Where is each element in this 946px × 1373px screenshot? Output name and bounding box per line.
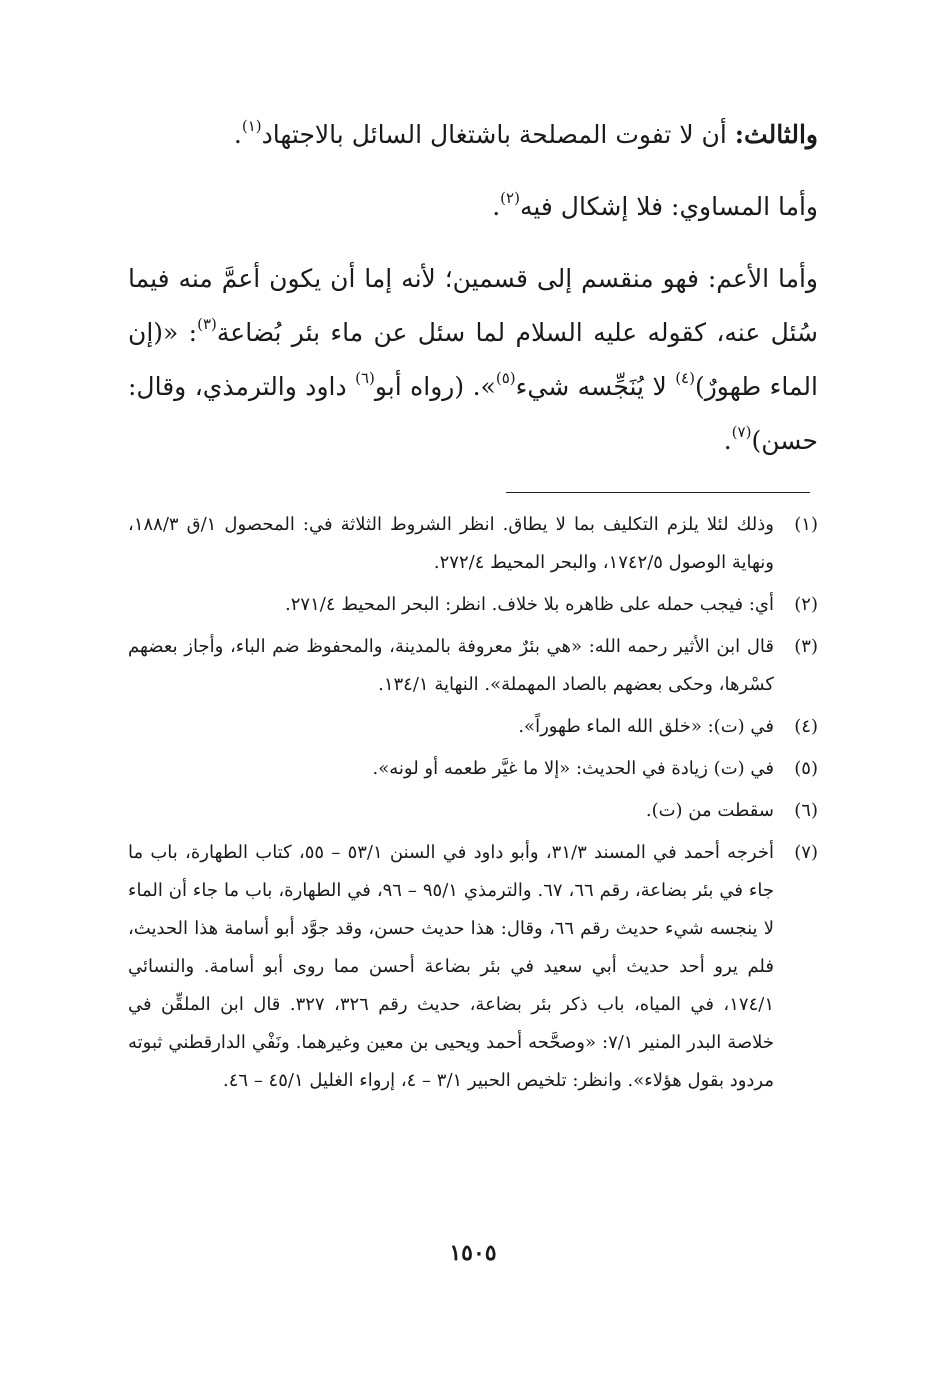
footnote-text: أي: فيجب حمله على ظاهره بلا خلاف. انظر: البحر المحيط ٢٧١/٤. xyxy=(285,594,774,615)
footnote xyxy=(128,586,818,624)
footnote xyxy=(128,628,818,704)
footnote-text: أخرجه أحمد في المسند ٣١/٣، وأبو داود في السنن ٥٣/١ – ٥٥، كتاب الطهارة، باب ما جاء في بئر بضاعة، رقم ٦٦، ٦٧. والترمذي ٩٥/١ – ٩٦، في الطهارة، باب ما جاء أن الماء لا ينجسه شيء حديث رقم ٦٦، وقال: هذا حديث حسن، وقد جوَّد أبو أسامة هذا الحديث، فلم يرو أحد حديث أبي سعيد في بئر بضاعة أحسن مما روى أبو أسامة. والنسائي ١٧٤/١، في المياه، باب ذكر بئر بضاعة، حديث رقم ٣٢٦، ٣٢٧. قال ابن الملقِّن في خلاصة البدر المنير ٧/١: «وصحَّحه أحمد ويحيى بن معين وغيرهما. ونَفْي الدارقطني ثبوته مردود بقول هؤلاء». وانظر: تلخيص الحبير ٣/١ – ٤، إرواء الغليل ٤٥/١ – ٤٦. xyxy=(128,842,775,1091)
footnote-ref[interactable]: (٦) xyxy=(355,369,375,387)
footnote-number: (٥) xyxy=(794,758,818,779)
footnote-number: (٣) xyxy=(794,636,818,657)
paragraph-end: . xyxy=(492,192,501,221)
paragraph-end: . xyxy=(233,120,242,149)
paragraph-text: أن لا تفوت المصلحة باشتغال السائل بالاجتهاد xyxy=(261,120,735,149)
paragraph-text: وأما الأعم: فهو منقسم إلى قسمين؛ لأنه إما أن يكون أعمَّ منه فيما سُئل عنه، كقوله عليه السلام لما سئل عن ماء بئر بُضاعة xyxy=(128,264,819,347)
footnote-ref[interactable]: (٢) xyxy=(500,189,520,207)
paragraph-third-condition xyxy=(128,108,818,162)
footnote-text: وذلك لئلا يلزم التكليف بما لا يطاق. انظر الشروط الثلاثة في: المحصول ١/ق ١٨٨/٣، ونهاية الوصول ١٧٤٢/٥، والبحر المحيط ٢٧٢/٤. xyxy=(128,514,774,573)
paragraph-text: وأما المساوي: فلا إشكال فيه xyxy=(519,192,818,221)
page-number: ١٥٠٥ xyxy=(449,1240,497,1266)
footnote-text: قال ابن الأثير رحمه الله: «هي بئرٌ معروفة بالمدينة، والمحفوظ ضم الباء، وأجاز بعضهم كسْرها، وحكى بعضهم بالصاد المهملة». النهاية ١٣٤/١. xyxy=(128,636,774,695)
footnote-number: (٦) xyxy=(794,800,818,821)
footnote-ref[interactable]: (١) xyxy=(241,117,262,135)
footnote-number: (٤) xyxy=(794,716,818,737)
paragraph-equal xyxy=(128,180,818,234)
paragraph-lead-word: والثالث: xyxy=(734,120,818,149)
paragraph-text: ». (رواه أبو xyxy=(374,372,496,401)
footnote-text: في (ت) زيادة في الحديث: «إلا ما غيَّر طعمه أو لونه». xyxy=(372,758,774,779)
footnote-number: (٢) xyxy=(794,594,818,615)
footnote-text: سقطت من (ت). xyxy=(645,800,774,821)
footnote xyxy=(128,506,818,582)
footnote xyxy=(128,834,818,1100)
paragraph-text: : «(إن الماء طهورٌ) xyxy=(128,318,818,401)
main-text xyxy=(128,108,818,468)
footnote-separator xyxy=(506,492,810,493)
footnote-ref[interactable]: (٣) xyxy=(197,315,217,333)
footnote-ref[interactable]: (٥) xyxy=(495,369,516,387)
footnote-ref[interactable]: (٧) xyxy=(731,423,752,441)
footnote-text: في (ت): «خلق الله الماء طهوراً». xyxy=(518,716,774,737)
footnote xyxy=(128,750,818,788)
footnote-number: (٧) xyxy=(794,842,818,863)
paragraph-text: لا يُنَجِّسه شيء xyxy=(515,372,676,401)
footnote-number: (١) xyxy=(794,514,818,535)
footnote xyxy=(128,792,818,830)
footnote-ref[interactable]: (٤) xyxy=(675,369,695,387)
paragraph-text: داود والترمذي، وقال: حسن) xyxy=(128,372,818,455)
paragraph-general xyxy=(128,252,818,468)
footnotes xyxy=(128,506,818,1104)
paragraph-end: . xyxy=(723,426,732,455)
footnote xyxy=(128,708,818,746)
